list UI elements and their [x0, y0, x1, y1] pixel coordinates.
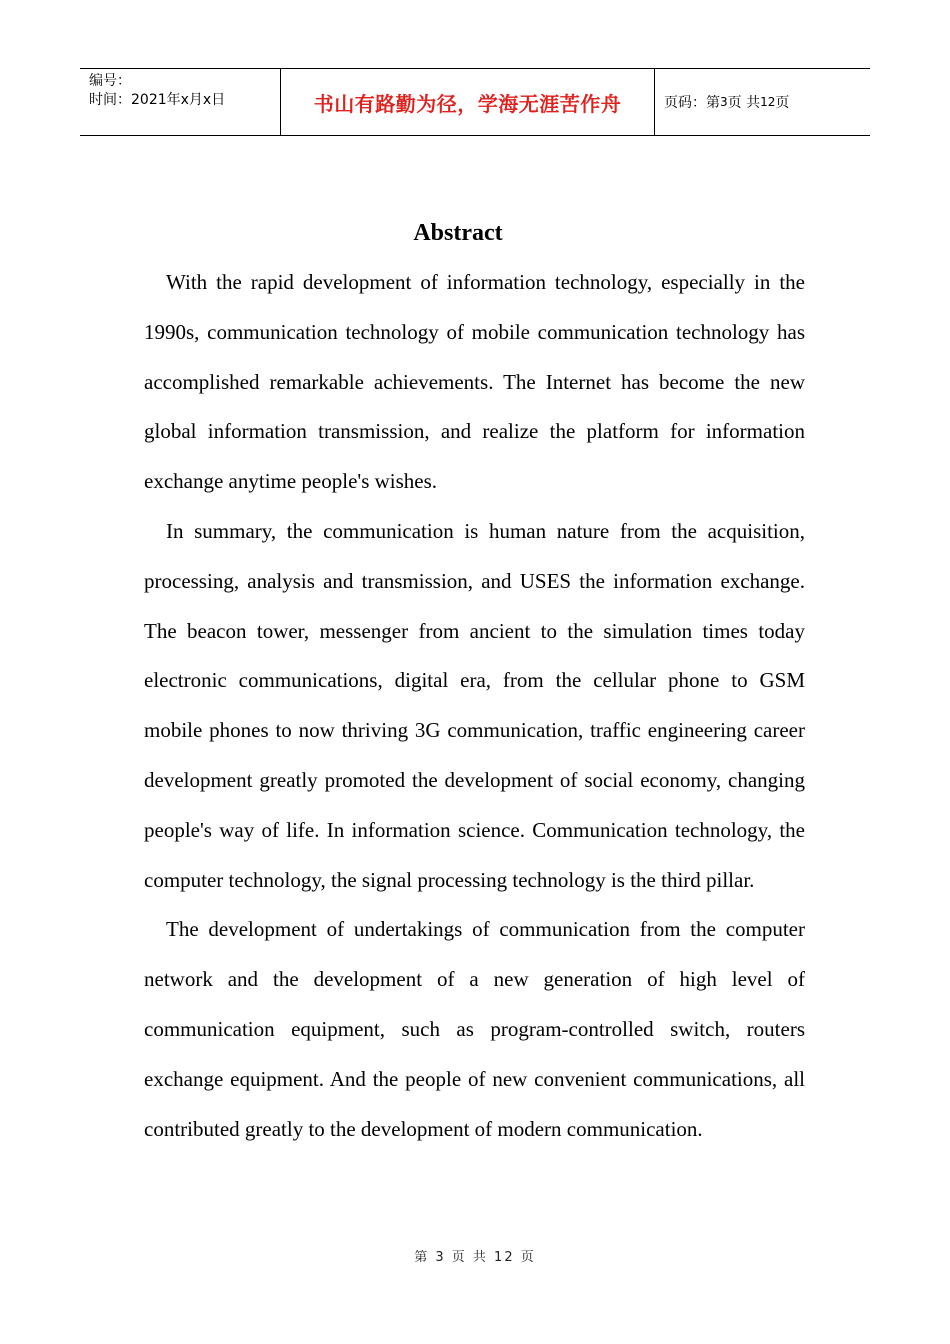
page-label-prefix: 页码：第	[664, 95, 720, 111]
header-page-info	[655, 69, 870, 135]
page-label-suffix: 页	[775, 95, 790, 111]
document-time-label: 时间：2021年x月x日	[89, 92, 226, 108]
page-current: 3	[720, 95, 728, 109]
page-total: 12	[760, 95, 776, 109]
page-label-mid: 页 共	[727, 95, 761, 111]
header-meta	[80, 69, 281, 135]
page-footer: 第 3 页 共 12 页	[414, 1250, 536, 1265]
page-title: Abstract	[413, 220, 503, 246]
page-header	[80, 68, 870, 136]
document-number-label: 编号：	[89, 73, 131, 89]
abstract-body	[144, 258, 805, 1154]
header-motto: 书山有路勤为径，学海无涯苦作舟	[281, 69, 655, 135]
abstract-paragraph-1: With the rapid development of information technology, especially in the 1990s, communication technology of mobile communication technology has accomplished remarkable achievements. The Internet has become the new global information transmission, and realize the platform for information exchange anytime people's wishes.	[144, 270, 805, 494]
abstract-paragraph-3: The development of undertakings of communication from the computer network and the development of a new generation of high level of communication equipment, such as program-controlled switch, routers exchange equipment. And the people of new convenient communications, all contributed greatly to the development of modern communication.	[144, 917, 805, 1141]
abstract-paragraph-2: In summary, the communication is human nature from the acquisition, processing, analysis and transmission, and USES the information exchange. The beacon tower, messenger from ancient to the simulation times today electronic communications, digital era, from the cellular phone to GSM mobile phones to now thriving 3G communication, traffic engineering career development greatly promoted the development of social economy, changing people's way of life. In information science. Communication technology, the computer technology, the signal processing technology is the third pillar.	[144, 518, 805, 892]
